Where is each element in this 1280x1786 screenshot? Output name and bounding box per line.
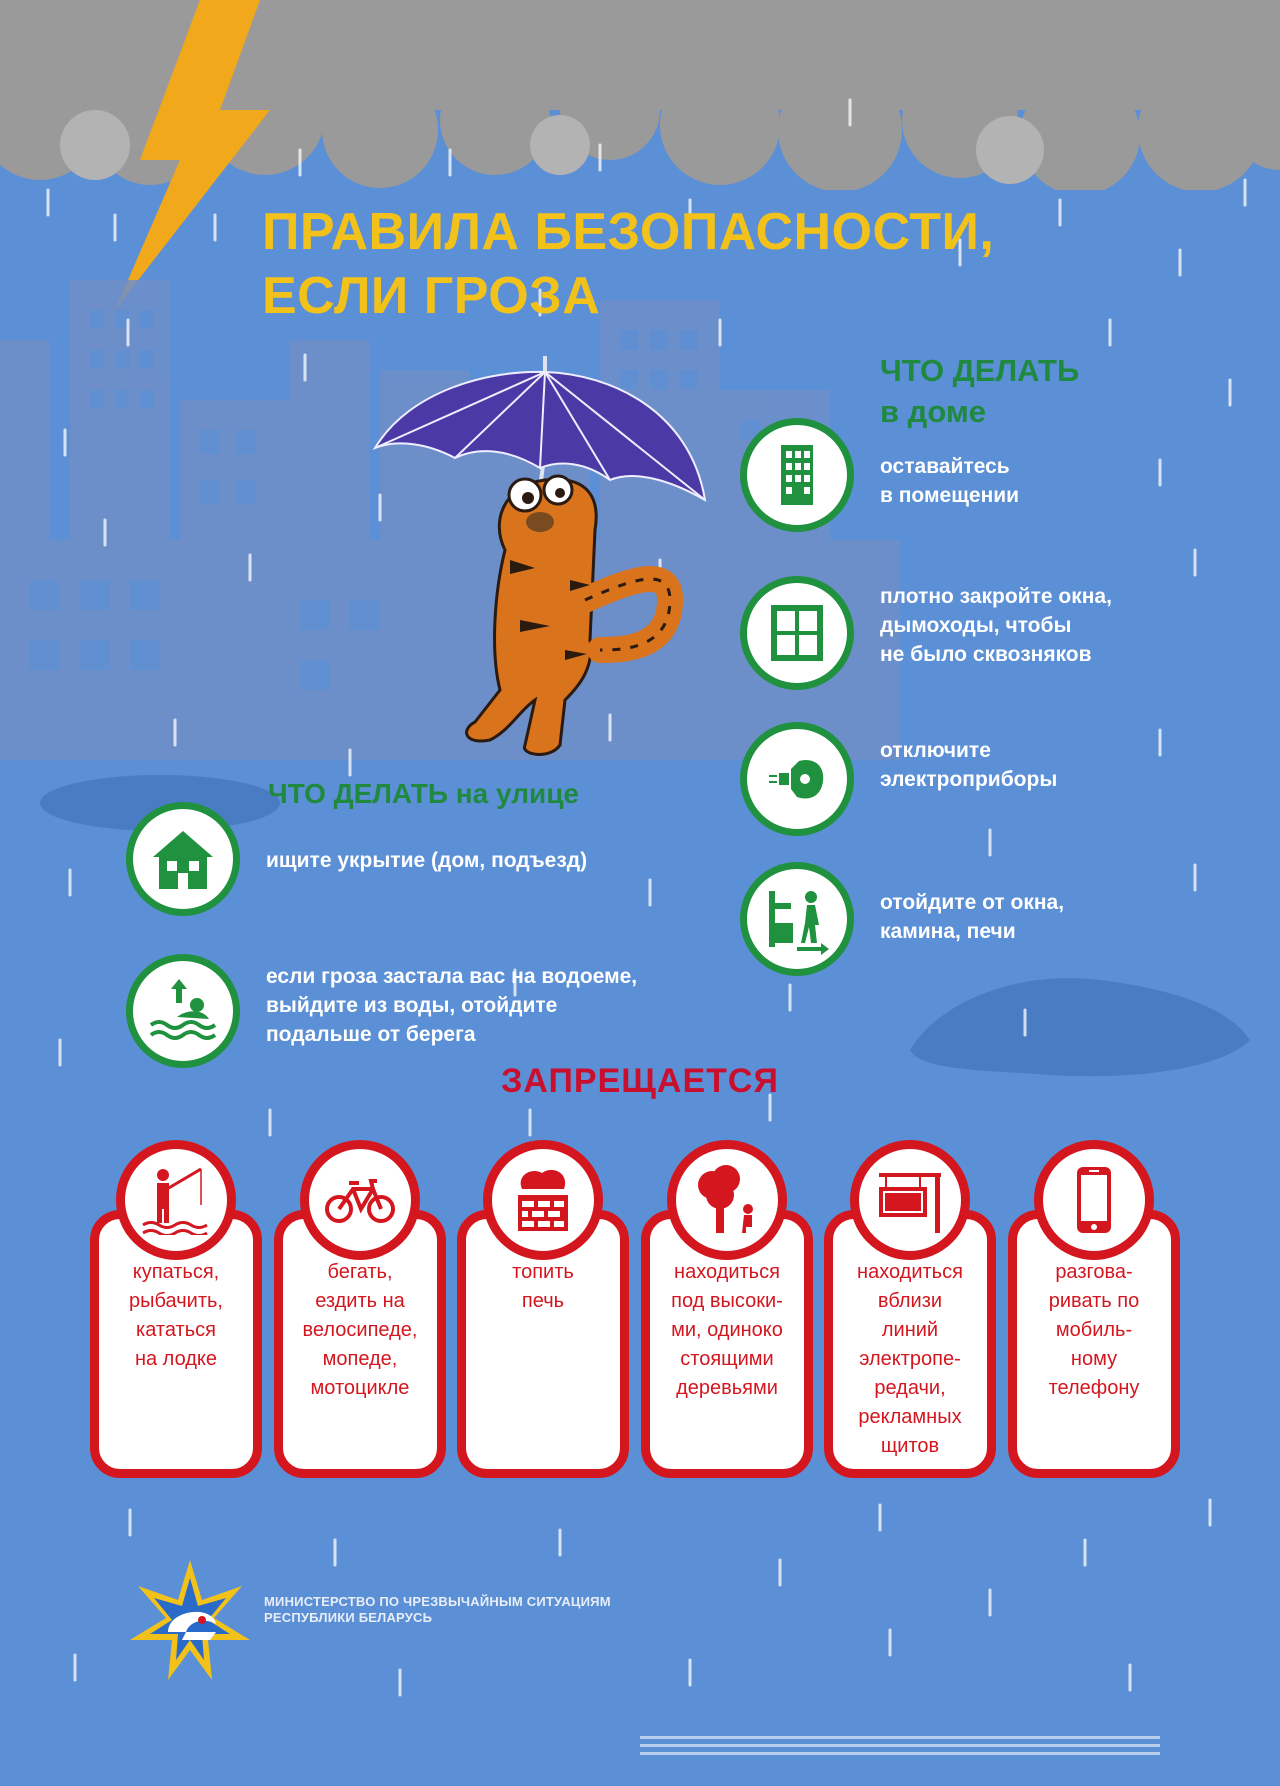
street-section-heading: ЧТО ДЕЛАТЬ на улице xyxy=(268,778,579,809)
home-heading-line-1: ЧТО ДЕЛАТЬ xyxy=(880,353,1080,388)
billboard-icon xyxy=(850,1140,970,1260)
card-5-line-7: щитов xyxy=(880,1435,940,1457)
card-5-text xyxy=(832,1258,988,1461)
card-6-line-5: телефону xyxy=(1048,1377,1140,1399)
card-4-line-4: стоящими xyxy=(680,1348,774,1370)
home-item-4-line-1: отойдите от окна, xyxy=(880,891,1065,914)
ministry-line-1: МИНИСТЕРСТВО ПО ЧРЕЗВЫЧАЙНЫМ СИТУАЦИЯМ xyxy=(264,1594,611,1609)
house-icon xyxy=(126,802,240,916)
card-2-line-3: велосипеде, xyxy=(302,1319,418,1341)
card-4-line-3: ми, одиноко xyxy=(671,1319,783,1341)
forbidden-heading: ЗАПРЕЩАЕТСЯ xyxy=(501,1062,779,1100)
street-item-1-text xyxy=(266,846,587,875)
home-item-2-line-3: не было сквозняков xyxy=(880,643,1092,666)
stove-icon xyxy=(483,1140,603,1260)
home-section-heading xyxy=(880,350,1079,432)
building-icon xyxy=(740,418,854,532)
card-2-text xyxy=(282,1258,438,1403)
card-3-line-2: печь xyxy=(521,1290,565,1312)
home-item-4-text xyxy=(880,888,1064,946)
home-item-1-text xyxy=(880,452,1019,510)
card-6-text xyxy=(1016,1258,1172,1403)
home-item-4-line-2: камина, печи xyxy=(880,920,1016,943)
forbidden-card-1 xyxy=(90,1140,262,1478)
card-1-line-1: купаться, xyxy=(132,1261,220,1283)
forbidden-card-5 xyxy=(824,1140,996,1478)
home-item-1-line-2: в помещении xyxy=(880,484,1020,507)
card-6-line-3: мобиль- xyxy=(1055,1319,1133,1341)
phone-icon xyxy=(1034,1140,1154,1260)
card-2-line-4: мопеде, xyxy=(322,1348,398,1370)
home-item-3-line-1: отключите xyxy=(880,739,991,762)
card-5-line-1: находиться xyxy=(857,1261,963,1283)
card-1-line-4: на лодке xyxy=(134,1348,218,1370)
fisherman-icon xyxy=(116,1140,236,1260)
lightning-bolt xyxy=(100,0,280,320)
card-1-line-3: кататься xyxy=(136,1319,216,1341)
home-item-2-line-1: плотно закройте окна, xyxy=(880,585,1112,608)
unplug-icon xyxy=(740,722,854,836)
title-line-2: ЕСЛИ ГРОЗА xyxy=(262,267,601,325)
forbidden-card-2 xyxy=(274,1140,446,1478)
card-1-text xyxy=(98,1258,254,1374)
ministry-name xyxy=(264,1594,611,1626)
card-5-line-2: вблизи xyxy=(877,1290,943,1312)
street-item-2-line-1: если гроза застала вас на водоеме, xyxy=(266,965,638,988)
home-item-1-line-1: оставайтесь xyxy=(880,455,1010,478)
card-5-line-5: редачи, xyxy=(874,1377,946,1399)
card-5-line-4: электропе- xyxy=(859,1348,961,1370)
bicycle-icon xyxy=(300,1140,420,1260)
card-2-line-1: бегать, xyxy=(327,1261,393,1283)
card-4-line-1: находиться xyxy=(674,1261,780,1283)
street-item-2-text xyxy=(266,962,637,1049)
street-item-1-line-1: ищите укрытие (дом, подъезд) xyxy=(266,849,588,872)
cat-with-umbrella-illustration xyxy=(370,350,710,770)
card-2-line-5: мотоцикле xyxy=(310,1377,410,1399)
street-item-2-line-3: подальше от берега xyxy=(266,1023,476,1046)
ministry-emblem xyxy=(130,1560,250,1680)
fine-print-lines xyxy=(640,1736,1160,1766)
window-icon xyxy=(740,576,854,690)
ministry-line-2: РЕСПУБЛИКИ БЕЛАРУСЬ xyxy=(264,1610,433,1625)
tree-icon xyxy=(667,1140,787,1260)
street-item-2-line-2: выйдите из воды, отойдите xyxy=(266,994,558,1017)
card-3-text xyxy=(465,1258,621,1316)
home-item-3-line-2: электроприборы xyxy=(880,768,1058,791)
card-6-line-1: разгова- xyxy=(1055,1261,1133,1283)
card-6-line-4: ному xyxy=(1070,1348,1118,1370)
card-6-line-2: ривать по xyxy=(1048,1290,1140,1312)
forbidden-card-4 xyxy=(641,1140,813,1478)
card-4-line-2: под высоки- xyxy=(671,1290,783,1312)
forbidden-card-6 xyxy=(1008,1140,1180,1478)
forbidden-card-3 xyxy=(457,1140,629,1478)
card-5-line-3: линий xyxy=(881,1319,939,1341)
home-item-3-text xyxy=(880,736,1057,794)
card-4-line-5: деревьями xyxy=(676,1377,778,1399)
walk-away-icon xyxy=(740,862,854,976)
title-line-1: ПРАВИЛА БЕЗОПАСНОСТИ, xyxy=(262,203,995,261)
card-5-line-6: рекламных xyxy=(858,1406,962,1428)
card-3-line-1: топить xyxy=(512,1261,574,1283)
card-4-text xyxy=(649,1258,805,1403)
home-item-2-line-2: дымоходы, чтобы xyxy=(880,614,1072,637)
home-heading-line-2: в доме xyxy=(880,394,987,429)
card-1-line-2: рыбачить, xyxy=(129,1290,223,1312)
page-title xyxy=(262,200,994,328)
swimmer-icon xyxy=(126,954,240,1068)
card-2-line-2: ездить на xyxy=(315,1290,405,1312)
forbidden-cards xyxy=(90,1140,1190,1490)
home-item-2-text xyxy=(880,582,1112,669)
